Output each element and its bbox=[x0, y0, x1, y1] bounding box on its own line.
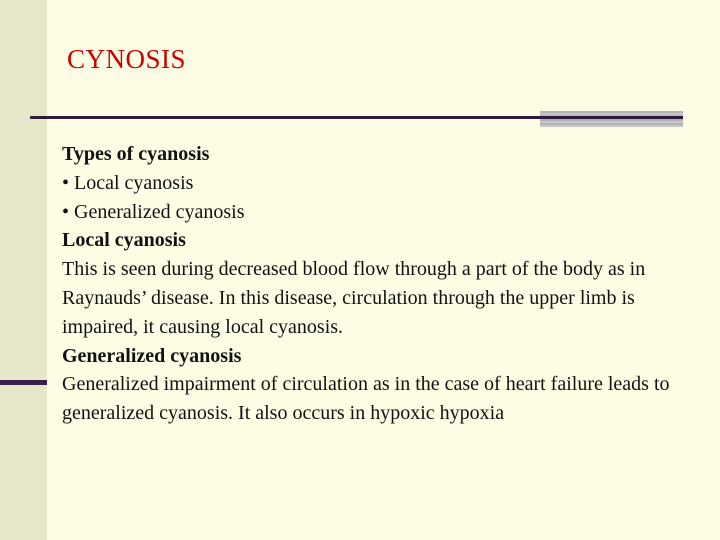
left-sidebar-band bbox=[0, 0, 47, 540]
generalized-heading: Generalized cyanosis bbox=[62, 344, 242, 367]
bullet-local: • Local cyanosis bbox=[62, 171, 194, 194]
types-heading: Types of cyanosis bbox=[62, 143, 210, 165]
slide-body bbox=[62, 140, 702, 428]
divider-accent-line bbox=[540, 116, 683, 119]
local-heading: Local cyanosis bbox=[62, 229, 186, 252]
bullet-generalized: • Generalized cyanosis bbox=[62, 200, 245, 223]
divider-accent-block bbox=[540, 111, 683, 127]
generalized-paragraph: Generalized impairment of circulation as in the case of heart failure leads to generalized cyanosis. It also occurs in hypoxic hypoxia bbox=[62, 373, 670, 425]
local-paragraph: This is seen during decreased blood flow through a part of the body as in Raynauds’ disease. In this disease, circulation through the upper limb is impaired, it causing local cyanosis. bbox=[62, 258, 646, 338]
sidebar-accent-bar bbox=[0, 380, 47, 385]
slide-title: CYNOSIS bbox=[67, 44, 187, 74]
